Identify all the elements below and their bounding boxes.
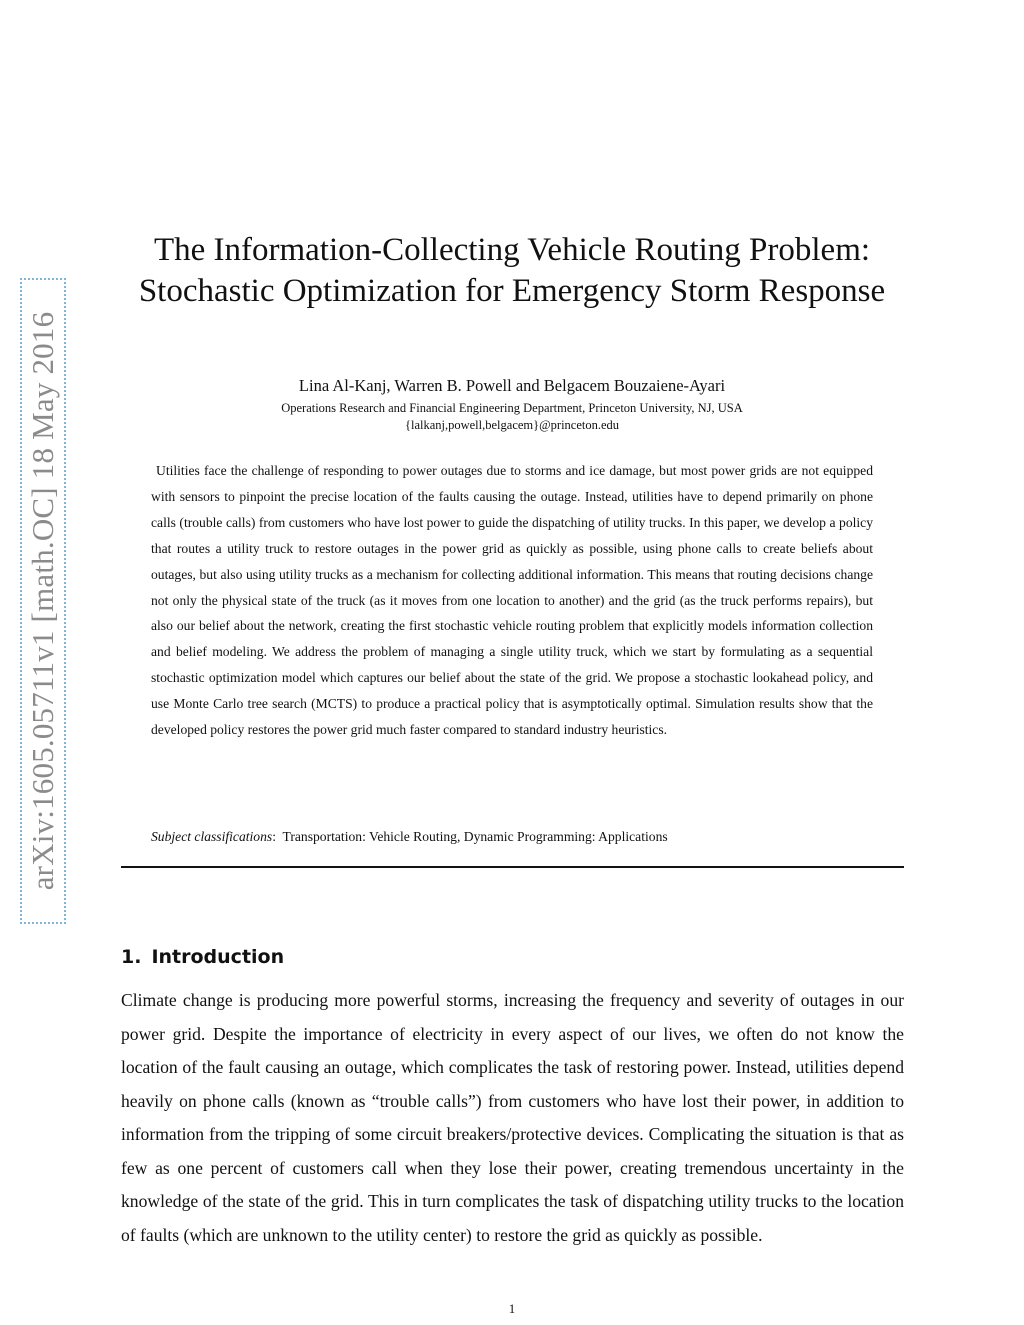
subject-value: Transportation: Vehicle Routing, Dynamic Programming: Applications	[282, 829, 668, 844]
introduction-paragraph: Climate change is producing more powerful storms, increasing the frequency and severity of outages in our power grid. Despite the importance of electricity in every aspect of our lives, we often do not know the location of the fault causing an outage, which complicates the task of restoring power. Instead, utilities depend heavily on phone calls (known as “trouble calls”) from customers who have lost their power, in addition to information from the tripping of some circuit breakers/protective devices. Complicating the situation is that as few as one percent of customers call when they lose their power, creating tremendous uncertainty in the knowledge of the state of the grid. This in turn complicates the task of dispatching utility trucks to the location of faults (which are unknown to the utility center) to restore the grid as quickly as possible.	[121, 990, 904, 1245]
subject-colon: :	[272, 829, 283, 844]
section-heading	[121, 946, 284, 968]
subject-classifications	[151, 829, 873, 845]
abstract-divider	[121, 866, 904, 868]
arxiv-identifier: arXiv:1605.05711v1 [math.OC] 18 May 2016	[25, 311, 60, 891]
subject-label: Subject classifications	[151, 829, 273, 844]
page-number: 1	[508, 1301, 516, 1316]
section-title: Introduction	[151, 946, 285, 968]
affiliation: Operations Research and Financial Engineering Department, Princeton University, NJ, USA	[281, 401, 743, 415]
abstract: Utilities face the challenge of responding to power outages due to storms and ice damage, but most power grids are not equipped with sensors to pinpoint the precise location of the faults causing the outage. Instead, utilities have to depend primarily on phone calls (trouble calls) from customers who have lost power to guide the dispatching of utility trucks. In this paper, we develop a policy that routes a utility truck to restore outages in the power grid as quickly as possible, using phone calls to create beliefs about outages, but also using utility trucks as a mechanism for collecting additional information. This means that routing decisions change not only the physical state of the truck (as it moves from one location to another) and the grid (as the truck performs repairs), but also our belief about the network, creating the first stochastic vehicle routing problem that explicitly models information collection and belief modeling. We address the problem of managing a single utility truck, which we start by formulating as a sequential stochastic optimization model which captures our belief about the state of the grid. We propose a stochastic lookahead policy, and use Monte Carlo tree search (MCTS) to produce a practical policy that is asymptotically optimal. Simulation results show that the developed policy restores the power grid much faster compared to standard industry heuristics.	[151, 463, 873, 738]
paper-authors: Lina Al-Kanj, Warren B. Powell and Belgacem Bouzaiene-Ayari	[298, 376, 726, 395]
section-number: 1.	[121, 946, 142, 968]
author-emails: {lalkanj,powell,belgacem}@princeton.edu	[404, 418, 620, 432]
arxiv-stamp	[20, 278, 66, 924]
paper-title: The Information-Collecting Vehicle Routing Problem: Stochastic Optimization for Emergency Storm Response	[138, 232, 886, 309]
author-affiliation-block	[120, 400, 904, 434]
